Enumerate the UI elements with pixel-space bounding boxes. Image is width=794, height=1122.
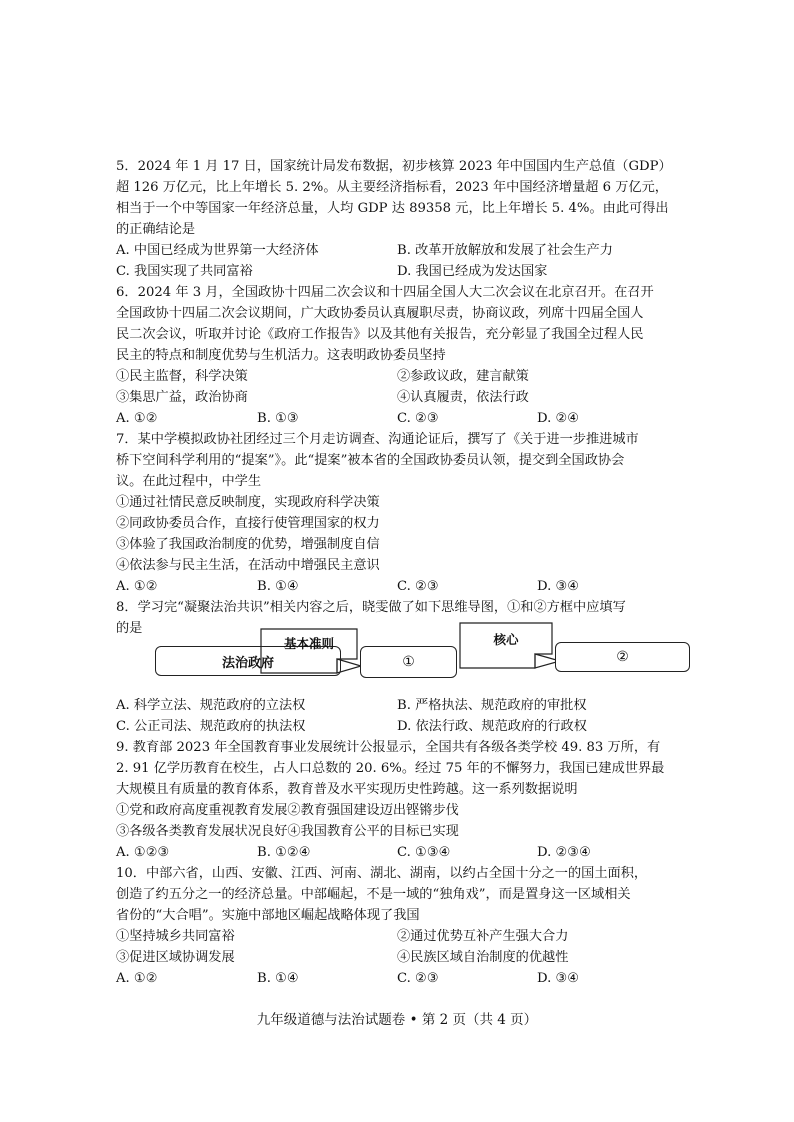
statement-item: ②参政议政，建言献策 [397, 369, 529, 384]
statement-item: ③体验了我国政治制度的优势，增强制度自信 [116, 537, 380, 552]
statement-item: ①民主监督，科学决策 [116, 369, 248, 384]
option-a: A. ①② [116, 579, 158, 594]
question-text-line: 6．2024 年 3 月，全国政协十四届二次会议和十四届全国人大二次会议在北京召开。在召开 [116, 285, 654, 300]
option-d: D. ③④ [537, 971, 580, 986]
option-c: C. 我国实现了共同富裕 [116, 264, 253, 279]
mind-map-diagram [150, 622, 660, 684]
question-text-line: 5．2024 年 1 月 17 日，国家统计局发布数据，初步核算 2023 年中国国内生产总值（GDP） [116, 159, 672, 174]
question-text-line: 议。在此过程中，中学生 [116, 474, 262, 489]
statement-item: ③集思广益，政治协商 [116, 390, 248, 405]
question-text-line: 桥下空间科学利用的“提案”》。此“提案”被本省的全国政协委员认领，提交到全国政协会 [116, 453, 625, 468]
option-d: D. 依法行政、规范政府的行政权 [397, 719, 587, 734]
question-text-line: 民主的特点和制度优势与生机活力。这表明政协委员坚持 [116, 348, 446, 363]
option-b: B. ①④ [257, 579, 299, 594]
option-b: B. ①②④ [257, 845, 311, 860]
option-c: C. ②③ [397, 579, 439, 594]
page-footer: 九年级道德与法治试题卷 • 第 2 页（共 4 页） [256, 1012, 538, 1028]
statement-item: ④认真履责，依法行政 [397, 390, 529, 405]
mind-map-start-box: 法治政府 [155, 646, 341, 676]
mind-map-arrow-1-label: 基本准则 [283, 636, 334, 651]
option-b: B. ①④ [257, 971, 299, 986]
option-b: B. ①③ [257, 411, 299, 426]
option-c: C. ②③ [397, 411, 439, 426]
statement-item: ④依法参与民主生活，在活动中增强民主意识 [116, 558, 380, 573]
question-text-line: 大规模且有质量的教育体系，教育普及水平实现历史性跨越。这一系列数据说明 [116, 782, 578, 797]
question-text-line: 8．学习完“凝聚法治共识”相关内容之后，晓雯做了如下思维导图，①和②方框中应填写 [116, 600, 626, 615]
statement-item: ③各级各类教育发展状况良好④我国教育公平的目标已实现 [116, 824, 459, 839]
statement-item: ④民族区域自治制度的优越性 [397, 950, 569, 965]
question-text-line: 10．中部六省，山西、安徽、江西、河南、湖北、湖南，以约占全国十分之一的国土面积， [116, 866, 648, 881]
option-a: A. 科学立法、规范政府的立法权 [116, 698, 306, 713]
option-a: A. ①② [116, 971, 158, 986]
statement-item: ②同政协委员合作，直接行使管理国家的权力 [116, 516, 380, 531]
question-text-line: 创造了约五分之一的经济总量。中部崛起，不是一域的“独角戏”，而是置身这一区域相关 [116, 887, 631, 902]
question-text-line: 2. 91 亿学历教育在校生，占人口总数的 20. 6%。经过 75 年的不懈努力，我国已建成世界最 [116, 761, 665, 776]
statement-item: ①党和政府高度重视教育发展②教育强国建设迈出铿锵步伐 [116, 803, 459, 818]
mind-map-arrow-2-label: 核心 [493, 631, 519, 647]
option-d: D. 我国已经成为发达国家 [397, 264, 548, 279]
statement-item: ①坚持城乡共同富裕 [116, 929, 235, 944]
option-d: D. ②④ [537, 411, 580, 426]
question-text-line: 民二次会议，听取并讨论《政府工作报告》以及其他有关报告，充分彰显了我国全过程人民 [116, 327, 644, 342]
option-c: C. ②③ [397, 971, 439, 986]
question-text-line: 超 126 万亿元，比上年增长 5. 2%。从主要经济指标看，2023 年中国经济增量超 6 万亿元， [116, 180, 668, 195]
statement-item: ②通过优势互补产生强大合力 [397, 929, 569, 944]
mind-map-blank-box-1: ① [360, 646, 457, 678]
question-text-line: 9. 教育部 2023 年全国教育事业发展统计公报显示，全国共有各级各类学校 49. 83 万所，有 [116, 740, 661, 755]
option-a: A. 中国已经成为世界第一大经济体 [116, 243, 319, 258]
question-text-line: 省份的“大合唱”。实施中部地区崛起战略体现了我国 [116, 908, 420, 923]
question-text-line: 的是 [116, 621, 143, 636]
option-c: C. 公正司法、规范政府的执法权 [116, 719, 306, 734]
option-d: D. ②③④ [537, 845, 591, 860]
question-text-line: 相当于一个中等国家一年经济总量，人均 GDP 达 89358 元，比上年增长 5. 4%。由此可得出 [116, 201, 669, 216]
option-d: D. ③④ [537, 579, 580, 594]
option-b: B. 改革开放解放和发展了社会生产力 [397, 243, 613, 258]
option-c: C. ①③④ [397, 845, 451, 860]
option-b: B. 严格执法、规范政府的审批权 [397, 698, 587, 713]
mind-map-blank-box-2: ② [555, 642, 690, 672]
question-text-line: 的正确结论是 [116, 222, 196, 237]
question-text-line: 全国政协十四届二次会议期间，广大政协委员认真履职尽责，协商议政，列席十四届全国人 [116, 306, 644, 321]
question-text-line: 7．某中学模拟政协社团经过三个月走访调查、沟通论证后，撰写了《关于进一步推进城市 [116, 432, 639, 447]
option-a: A. ①② [116, 411, 158, 426]
statement-item: ①通过社情民意反映制度，实现政府科学决策 [116, 495, 380, 510]
statement-item: ③促进区域协调发展 [116, 950, 235, 965]
option-a: A. ①②③ [116, 845, 170, 860]
